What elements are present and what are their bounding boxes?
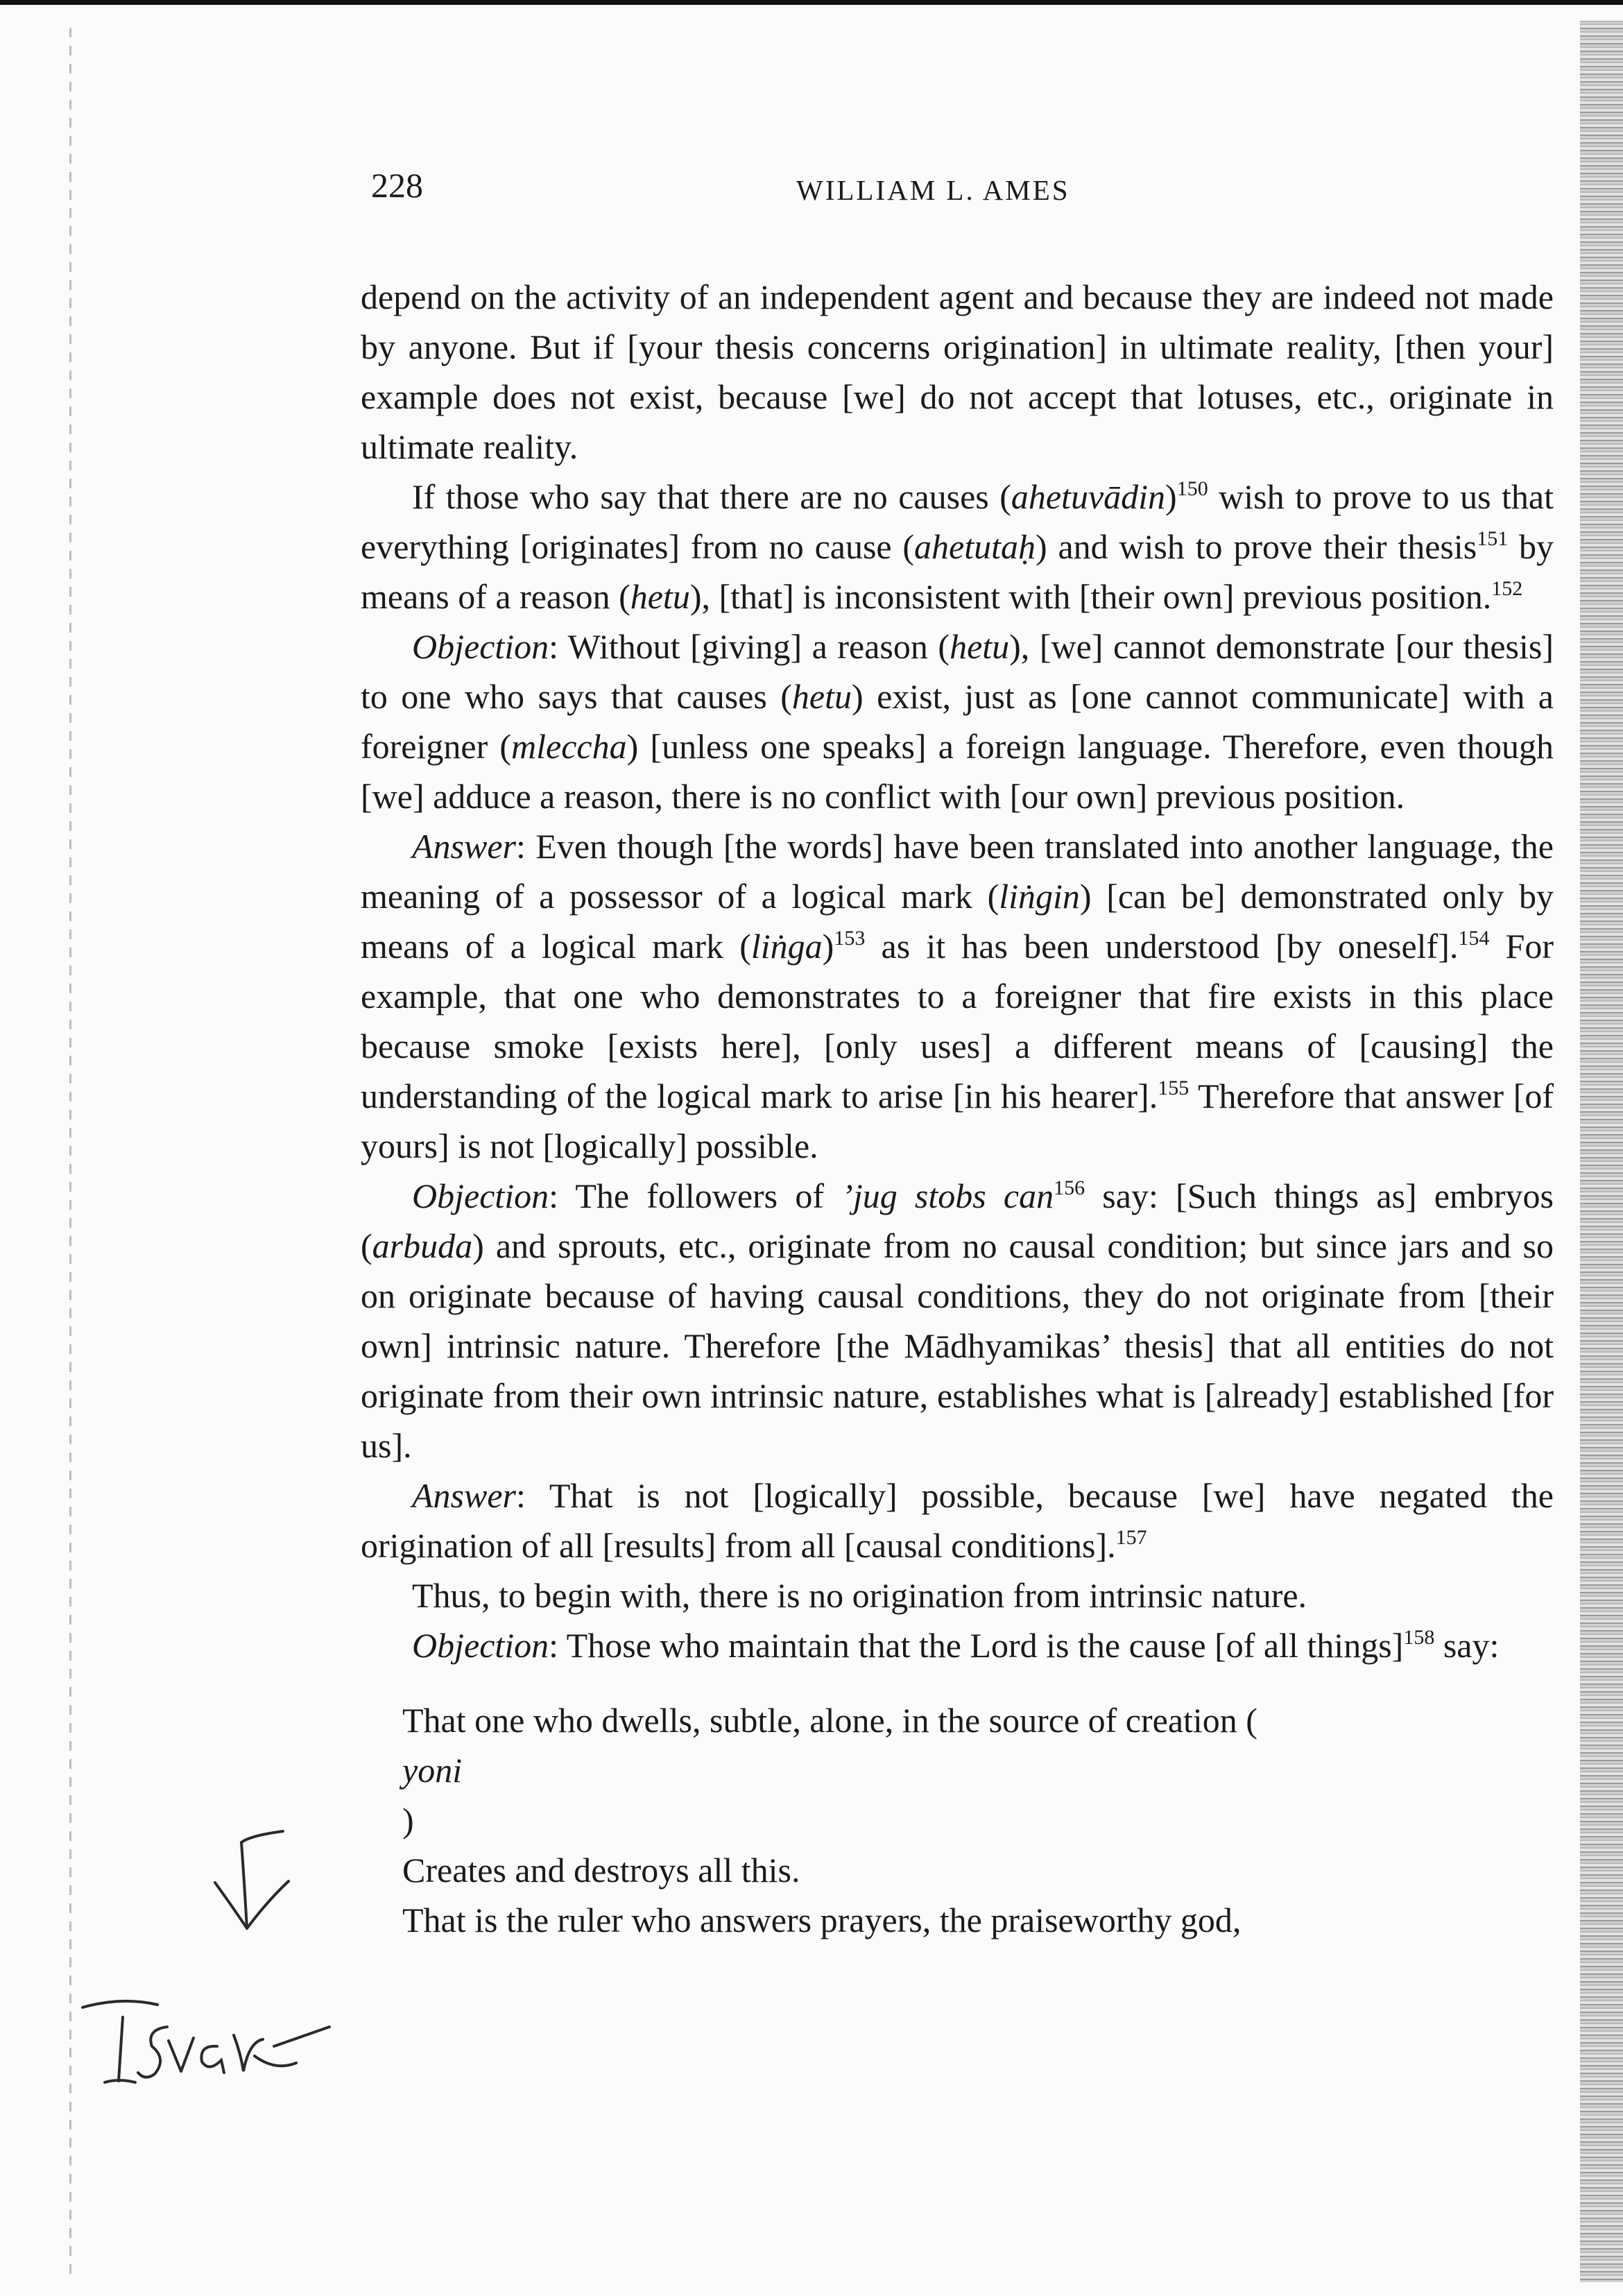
italic-term: liṅga: [750, 927, 823, 966]
text-run: by means of a reason (: [361, 527, 1554, 616]
text-run: wish to prove to us that everything [originates] from no cause (: [361, 477, 1554, 566]
italic-term: ahetutaḥ: [914, 527, 1036, 566]
paragraph: [361, 1471, 1554, 1570]
verse-line: [402, 1845, 1554, 1895]
italic-term: Answer: [412, 1476, 516, 1515]
italic-term: arbuda: [372, 1226, 473, 1265]
text-run: depend on the activity of an independent agent and because they are indeed not made by anyone. But if [your thesis concerns origination] in ultimate reality, [then your] example does not exist, because [we] do not accept that lotuses, etc., originate in ultimate reality.: [361, 277, 1554, 466]
scan-left-margin-noise: [69, 28, 71, 2275]
text-run: ) [unless one speaks] a foreign language. Therefore, even though [we] adduce a reason, there is no conflict with [our own] previous position.: [361, 727, 1554, 816]
footnote-ref: 157: [1115, 1526, 1147, 1549]
italic-term: hetu: [630, 577, 690, 616]
italic-term: mleccha: [511, 727, 627, 766]
italic-term: liṅgin: [999, 877, 1080, 916]
paragraph: [361, 1171, 1554, 1471]
text-run: That one who dwells, subtle, alone, in the source of creation (: [402, 1701, 1257, 1740]
footnote-ref: 153: [834, 927, 866, 950]
text-run: If those who say that there are no causes (: [412, 477, 1011, 516]
text-run: That is the ruler who answers prayers, the praiseworthy god,: [402, 1901, 1242, 1939]
text-run: ) and sprouts, etc., originate from no causal condition; but since jars and so on originate because of having causal conditions, they do not originate from [their own] intrinsic nature. Therefore [the Mādhyamikas’ thesis] that all entities do not originate from their own intrinsic nature, establishes what is [already] established [for us].: [361, 1226, 1554, 1465]
text-run: ): [1165, 477, 1177, 516]
page-number: 228: [371, 166, 423, 205]
footnote-ref: 151: [1477, 527, 1509, 550]
text-run: ), [we] cannot demonstrate [our thesis] to one who says that causes (: [361, 627, 1554, 716]
scan-binding-edge: [1580, 21, 1623, 2282]
text-run: say:: [1434, 1626, 1500, 1665]
margin-note: [80, 1991, 336, 2102]
verse-line: [402, 1695, 1554, 1845]
verse-line: [402, 1895, 1554, 1945]
text-run: : That is not [logically] possible, because [we] have negated the origination of all [results] from all [causal conditions].: [361, 1476, 1554, 1565]
text-run: ), [that] is inconsistent with [their own] previous position.: [689, 577, 1492, 616]
text-run: ) and wish to prove their thesis: [1036, 527, 1477, 566]
italic-term: yoni: [402, 1751, 463, 1790]
text-run: : The followers of: [549, 1176, 842, 1215]
paragraph: [361, 622, 1554, 821]
text-run: Therefore that answer [of yours] is not [logically] possible.: [361, 1077, 1554, 1165]
text-run: : Without [giving] a reason (: [549, 627, 950, 666]
paragraph: [361, 1570, 1554, 1620]
body-text: [361, 272, 1554, 1945]
margin-note-handwriting-icon: [80, 1991, 336, 2102]
paragraph: [361, 821, 1554, 1171]
scan-top-border: [0, 0, 1623, 5]
italic-term: ’jug stobs can: [841, 1176, 1054, 1215]
text-run: ) exist, just as [one cannot communicate] with a foreigner (: [361, 677, 1554, 766]
footnote-ref: 155: [1158, 1077, 1190, 1099]
italic-term: Objection: [412, 1626, 549, 1665]
text-run: Thus, to begin with, there is no origination from intrinsic nature.: [412, 1576, 1307, 1615]
page-header: [0, 165, 1623, 228]
text-run: ) [can be] demonstrated only by means of a logical mark (: [361, 877, 1554, 966]
paragraph: [361, 272, 1554, 472]
footnote-ref: 150: [1176, 477, 1208, 500]
footnote-ref: 154: [1458, 927, 1490, 950]
italic-term: hetu: [950, 627, 1010, 666]
text-run: say: [Such things as] embryos (: [361, 1176, 1554, 1265]
text-run: Creates and destroys all this.: [402, 1851, 800, 1890]
verse-quotation: [361, 1695, 1554, 1945]
running-head: WILLIAM L. AMES: [796, 174, 1070, 206]
italic-term: hetu: [791, 677, 852, 716]
italic-term: Objection: [412, 627, 549, 666]
paragraph: [361, 1620, 1554, 1670]
text-run: ): [822, 927, 834, 966]
italic-term: ahetuvādin: [1011, 477, 1166, 516]
italic-term: Objection: [412, 1176, 549, 1215]
handwritten-check-icon: [201, 1824, 298, 1935]
italic-term: Answer: [412, 827, 516, 866]
text-run: : Those who maintain that the Lord is the cause [of all things]: [549, 1626, 1404, 1665]
paragraph: [361, 472, 1554, 622]
footnote-ref: 156: [1054, 1176, 1085, 1199]
text-run: For example, that one who demonstrates to a foreigner that fire exists in this place because smoke [exists here], [only uses] a different means of [causing] the understanding of the logical mark to arise [in his hearer].: [361, 927, 1554, 1115]
footnote-ref: 158: [1403, 1626, 1435, 1649]
footnote-ref: 152: [1491, 577, 1523, 600]
text-run: ): [402, 1801, 414, 1840]
text-run: : Even though [the words] have been translated into another language, the meaning of a possessor of a logical mark (: [361, 827, 1554, 916]
text-run: as it has been understood [by oneself].: [865, 927, 1459, 966]
